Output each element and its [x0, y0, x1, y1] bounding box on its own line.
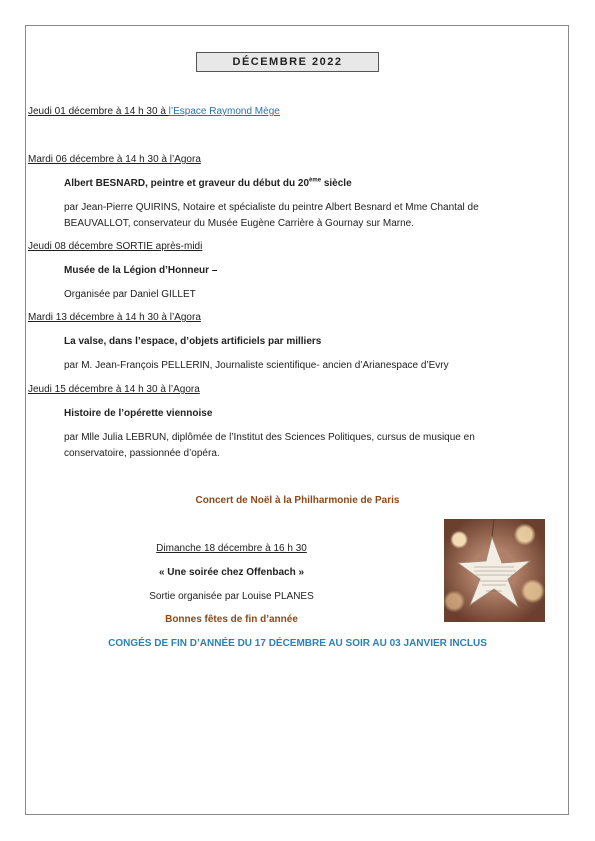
- event-5-speaker: par Mlle Julia LEBRUN, diplômée de l’Institut des Sciences Politiques, cursus de musique en conservatoire, passionnée d’opéra.: [64, 432, 475, 459]
- concert-heading: Concert de Noël à la Philharmonie de Paris: [195, 495, 400, 506]
- concert-date: Dimanche 18 décembre à 16 h 30: [156, 543, 307, 554]
- event-3-organizer: Organisée par Daniel GILLET: [64, 289, 196, 300]
- event-3-title: Musée de la Légion d’Honneur –: [64, 265, 218, 276]
- event-5-date: Jeudi 15 décembre à 14 h 30 à l’Agora: [28, 384, 200, 395]
- event-4-title: La valse, dans l’espace, d’objets artificiels par milliers: [64, 336, 322, 347]
- ornament-string: [492, 519, 494, 537]
- concert-title: « Une soirée chez Offenbach »: [158, 567, 305, 578]
- event-2-date: Mardi 06 décembre à 14 h 30 à l’Agora: [28, 154, 201, 165]
- event-2-title-sup: ème: [309, 177, 322, 184]
- event-4-speaker: par M. Jean-François PELLERIN, Journaliste scientifique- ancien d’Arianespace d’Evry: [64, 360, 449, 371]
- page-frame: [25, 25, 569, 815]
- espace-raymond-mege-link[interactable]: l’Espace Raymond Mège: [168, 106, 280, 117]
- star-ornament-icon: [444, 519, 545, 622]
- event-2-speaker: par Jean-Pierre QUIRINS, Notaire et spécialiste du peintre Albert Besnard et Mme Chantal de BEAUVALLOT, conservateur du Musée Eugène Carrière à Gournay sur Marne.: [64, 202, 479, 229]
- concert-organizer: Sortie organisée par Louise PLANES: [149, 591, 314, 602]
- event-5-title: Histoire de l’opérette viennoise: [64, 408, 213, 419]
- holiday-closure-notice: CONGÉS DE FIN D’ANNÉE DU 17 DÉCEMBRE AU SOIR AU 03 JANVIER INCLUS: [108, 638, 487, 649]
- star-shape: [458, 537, 530, 607]
- event-1-date: [28, 106, 280, 118]
- greeting: Bonnes fêtes de fin d’année: [165, 614, 298, 625]
- event-2-title: [64, 178, 352, 190]
- event-4-date: Mardi 13 décembre à 14 h 30 à l’Agora: [28, 312, 201, 323]
- event-3-date: Jeudi 08 décembre SORTIE après-midi: [28, 241, 203, 252]
- event-2-title-end: siècle: [321, 178, 352, 189]
- event-1-date-text: Jeudi 01 décembre à 14 h 30 à: [28, 106, 169, 117]
- month-title: DÉCEMBRE 2022: [196, 52, 379, 72]
- star-ornament-photo: [444, 519, 545, 622]
- event-2-title-main: Albert BESNARD, peintre et graveur du début du 20: [64, 178, 310, 189]
